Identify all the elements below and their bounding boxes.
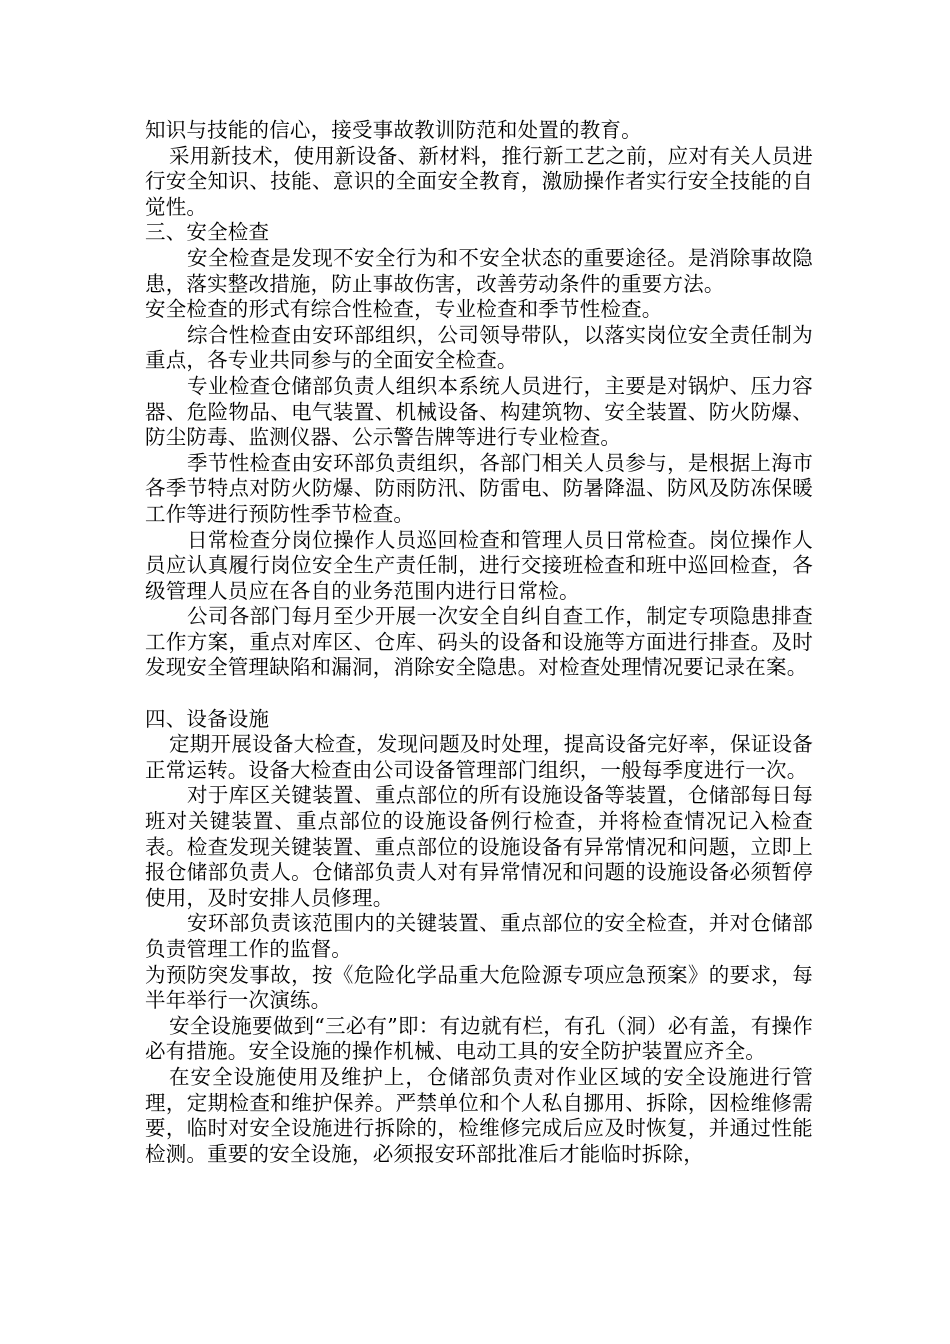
section-heading: 三、安全检查 [145, 220, 270, 245]
blank-line [145, 681, 813, 707]
body-paragraph: 安全检查的形式有综合性检查，专业检查和季节性检查。 [145, 297, 663, 322]
body-paragraph: 安全检查是发现不安全行为和不安全状态的重要途径。是消除事故隐患，落实整改措施，防止事故伤害，改善劳动条件的重要方法。 [145, 245, 813, 296]
body-paragraph: 知识与技能的信心，接受事故教训防范和处置的教育。 [145, 118, 642, 142]
body-paragraph: 为预防突发事故，按《危险化学品重大危险源专项应急预案》的要求，每半年举行一次演练。 [145, 962, 813, 1013]
body-paragraph: 季节性检查由安环部负责组织，各部门相关人员参与，是根据上海市各季节特点对防火防爆、防雨防汛、防雷电、防暑降温、防风及防冻保暖工作等进行预防性季节检查。 [145, 450, 813, 526]
body-paragraph: 安全设施要做到“三必有”即：有边就有栏，有孔（洞）必有盖，有操作必有措施。安全设施的操作机械、电动工具的安全防护装置应齐全。 [145, 1013, 813, 1064]
body-paragraph: 综合性检查由安环部组织，公司领导带队，以落实岗位安全责任制为重点，各专业共同参与的全面安全检查。 [145, 322, 813, 373]
body-paragraph: 对于库区关键装置、重点部位的所有设施设备等装置，仓储部每日每班对关键装置、重点部位的设施设备例行检查，并将检查情况记入检查表。检查发现关键装置、重点部位的设施设备有异常情况和问题，立即上报仓储部负责人。仓储部负责人对有异常情况和问题的设施设备必须暂停使用，及时安排人员修理。 [145, 783, 813, 910]
document-body [145, 118, 813, 1167]
body-paragraph: 采用新技术，使用新设备、新材料，推行新工艺之前，应对有关人员进行安全知识、技能、意识的全面安全教育，激励操作者实行安全技能的自觉性。 [145, 143, 813, 219]
body-paragraph: 在安全设施使用及维护上，仓储部负责对作业区域的安全设施进行管理，定期检查和维护保养。严禁单位和个人私自挪用、拆除，因检维修需要，临时对安全设施进行拆除的，检维修完成后应及时恢复，并通过性能检测。重要的安全设施，必须报安环部批准后才能临时拆除， [145, 1064, 813, 1166]
body-paragraph: 日常检查分岗位操作人员巡回检查和管理人员日常检查。岗位操作人员应认真履行岗位安全生产责任制，进行交接班检查和班中巡回检查，各级管理人员应在各自的业务范围内进行日常检。 [145, 527, 813, 603]
body-paragraph: 安环部负责该范围内的关键装置、重点部位的安全检查，并对仓储部负责管理工作的监督。 [145, 911, 813, 961]
section-heading: 四、设备设施 [145, 706, 270, 731]
body-paragraph: 公司各部门每月至少开展一次安全自纠自查工作，制定专项隐患排查工作方案，重点对库区、仓库、码头的设备和设施等方面进行排查。及时发现安全管理缺陷和漏洞，消除安全隐患。对检查处理情况要记录在案。 [145, 604, 813, 680]
body-paragraph: 专业检查仓储部负责人组织本系统人员进行，主要是对锅炉、压力容器、危险物品、电气装置、机械设备、构建筑物、安全装置、防火防爆、防尘防毒、监测仪器、公示警告牌等进行专业检查。 [145, 373, 813, 450]
body-paragraph: 定期开展设备大检查，发现问题及时处理，提高设备完好率，保证设备正常运转。设备大检查由公司设备管理部门组织，一般每季度进行一次。 [145, 732, 813, 782]
